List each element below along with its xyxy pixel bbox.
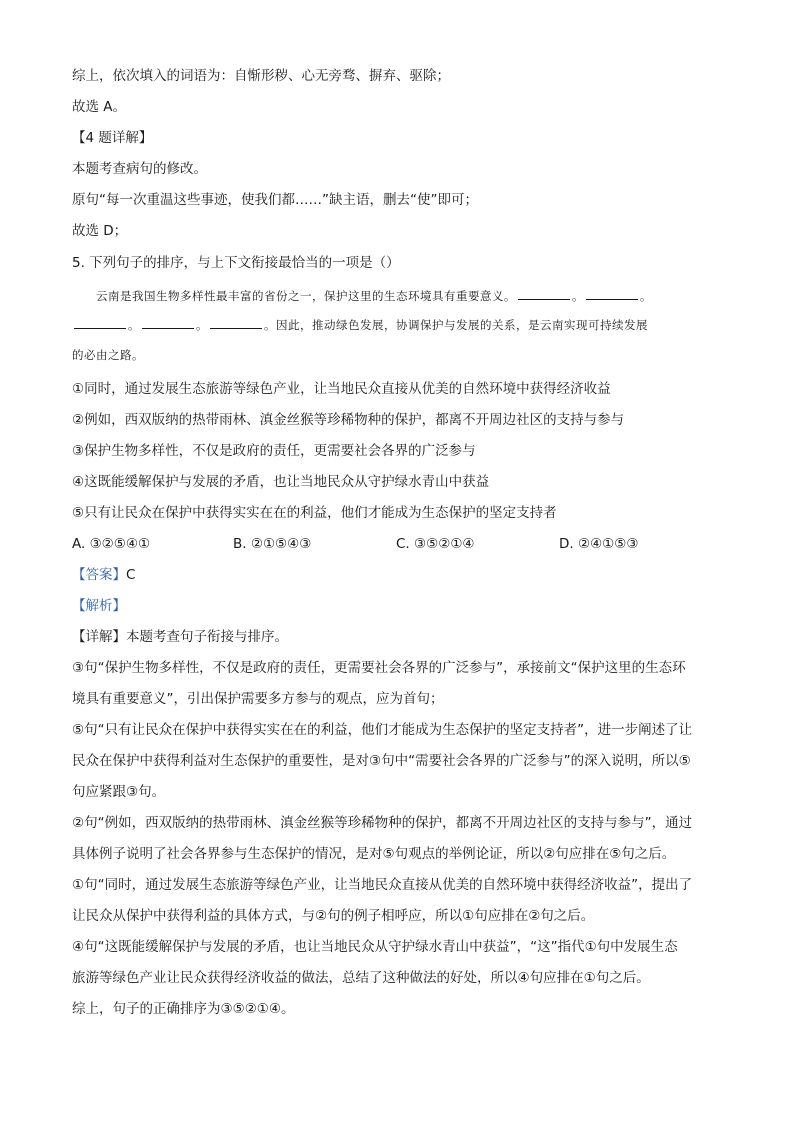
option-c: C. ③⑤②①④ [396,536,475,552]
text-line: 本题考查病句的修改。 [72,161,207,177]
explanation-line: 境具有重要意义”，引出保护需要多方参与的观点，应为首句； [72,691,444,707]
explanation-line: ①句“同时，通过发展生态旅游等绿色产业，让当地民众直接从优美的自然环境中获得经济收益”，提出了 [72,877,693,893]
detail-line [72,626,732,648]
answer-value: C [126,567,136,583]
explanation-line: ③句“保护生物多样性，不仅是政府的责任，更需要社会各界的广泛参与”，承接前文“保护这里的生态环 [72,660,686,676]
passage-line: 的必由之路。 [72,348,144,362]
explanation-line: ②句“例如，西双版纳的热带雨林、滇金丝猴等珍稀物种的保护，都离不开周边社区的支持与参与”，通过 [72,815,693,831]
text-line: 故选 A。 [72,99,127,115]
explanation-line: 民众在保护中获得利益对生态保护的重要性，是对③句中“需要社会各界的广泛参与”的深入说明，所以⑤ [72,753,691,769]
text-line: 综上，依次填入的词语为：自惭形秽、心无旁骛、摒弃、驱除； [72,68,450,84]
blank-separator: 。 [572,289,584,303]
fill-blank [586,285,638,300]
sentence-item: ①同时，通过发展生态旅游等绿色产业，让当地民众直接从优美的自然环境中获得经济收益 [72,381,611,397]
section-heading: 【4 题详解】 [72,130,153,146]
sentence-item: ②例如，西双版纳的热带雨林、滇金丝猴等珍稀物种的保护，都离不开周边社区的支持与参与 [72,412,625,428]
answer-line [72,564,732,586]
sentence-item: ④这既能缓解保护与发展的矛盾，也让当地民众从守护绿水青山中获益 [72,474,490,490]
explanation-line: ⑤句“只有让民众在保护中获得实实在在的利益，他们才能成为生态保护的坚定支持者”，进一步阐述了让 [72,722,693,738]
passage-text: 。因此，推动绿色发展，协调保护与发展的关系，是云南实现可持续发展 [264,318,648,332]
passage-line [72,314,732,336]
passage-text: 云南是我国生物多样性最丰富的省份之一，保护这里的生态环境具有重要意义。 [96,289,516,303]
explanation-line: ④句“这既能缓解保护与发展的矛盾，也让当地民众从守护绿水青山中获益”，“这”指代①句中发展生态 [72,939,678,955]
text-line: 原句“每一次重温这些事迹，使我们都……”缺主语，删去“使”即可； [72,192,478,208]
text-line: 故选 D； [72,223,128,239]
explanation-line: 句应紧跟③句。 [72,784,166,800]
option-b: B. ②①⑤④③ [233,536,312,552]
detail-intro: 本题考查句子衔接与排序。 [126,629,288,645]
option-d: D. ②④①⑤③ [559,536,639,552]
fill-blank [518,285,570,300]
blank-separator: 。 [196,318,208,332]
explanation-line: 具体例子说明了社会各界参与生态保护的情况，是对⑤句观点的举例论证，所以②句应排在⑤句之后。 [72,846,676,862]
passage-line [96,285,756,307]
explanation-line: 旅游等绿色产业让民众获得经济收益的做法，总结了这种做法的好处，所以④句应排在①句之后。 [72,970,650,986]
fill-blank [74,314,126,329]
sentence-item: ⑤只有让民众在保护中获得实实在在的利益，他们才能成为生态保护的坚定支持者 [72,505,557,521]
answer-label: 【答案】 [72,567,126,583]
sentence-item: ③保护生物多样性，不仅是政府的责任，更需要社会各界的广泛参与 [72,443,476,459]
blank-separator: 。 [640,289,652,303]
question-stem: 5. 下列句子的排序，与上下文衔接最恰当的一项是（） [72,255,400,271]
explanation-line: 综上，句子的正确排序为③⑤②①④。 [72,1001,295,1017]
option-a: A. ③②⑤④① [72,536,151,552]
explanation-line: 让民众从保护中获得利益的具体方式，与②句的例子相呼应，所以①句应排在②句之后。 [72,908,595,924]
fill-blank [142,314,194,329]
detail-label: 【详解】 [72,629,126,645]
analysis-label: 【解析】 [72,598,126,614]
fill-blank [210,314,262,329]
blank-separator: 。 [128,318,140,332]
